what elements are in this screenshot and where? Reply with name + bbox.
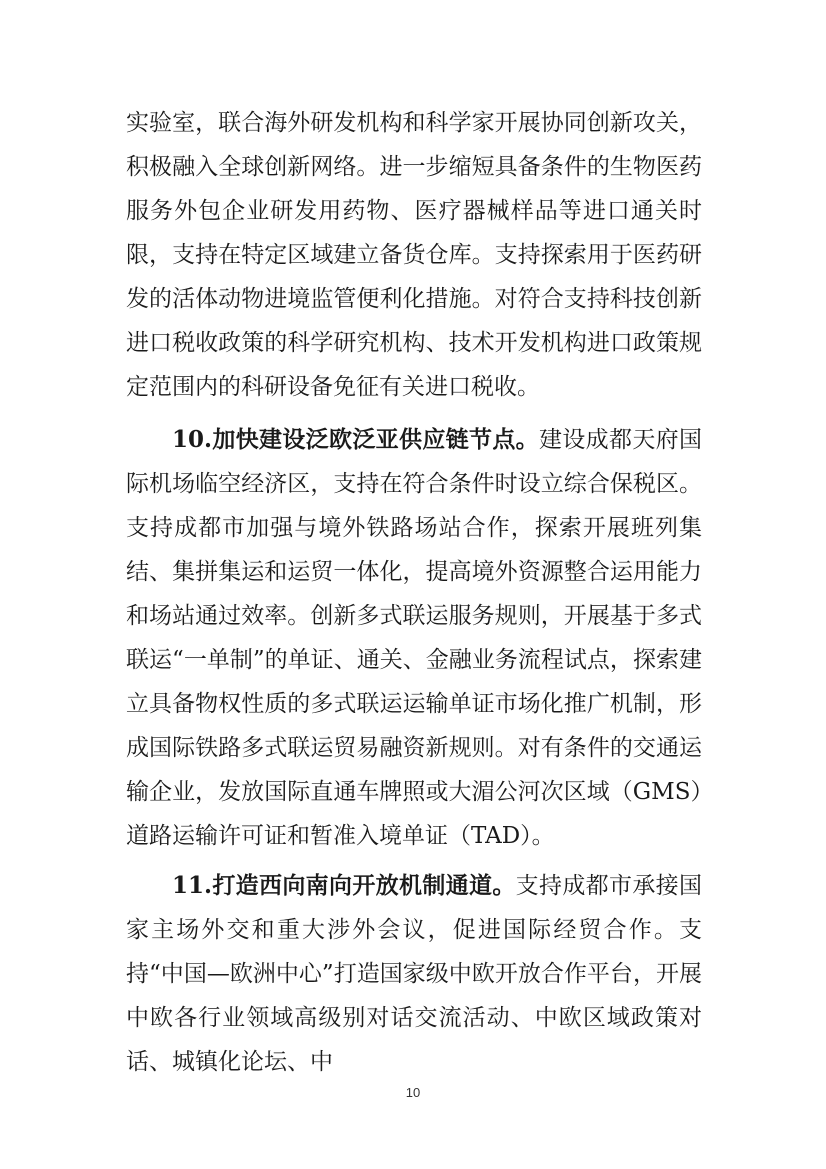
paragraph-1-body: 实验室，联合海外研发机构和科学家开展协同创新攻关，积极融入全球创新网络。进一步缩短具备条件的生物医药服务外包企业研发用药物、医疗器械样品等进口通关时限，支持在特定区域建立备货仓库。支持探索用于医药研发的活体动物进境监管便利化措施。对符合支持科技创新进口税收政策的科学研究机构、技术开发机构进口政策规定范围内的科研设备免征有关进口税收。 [126, 110, 702, 400]
paragraph-10 [126, 418, 702, 858]
paragraph-11 [126, 864, 702, 1084]
page-number: 10 [405, 1085, 421, 1100]
paragraph-10-heading: 10.加快建设泛欧泛亚供应链节点。 [172, 426, 540, 453]
paragraph-10-body: 建设成都天府国际机场临空经济区，支持在符合条件时设立综合保税区。支持成都市加强与境外铁路场站合作，探索开展班列集结、集拼集运和运贸一体化，提高境外资源整合运用能力和场站通过效率。创新多式联运服务规则，开展基于多式联运“一单制”的单证、通关、金融业务流程试点，探索建立具备物权性质的多式联运运输单证市场化推广机制，形成国际铁路多式联运贸易融资新规则。对有条件的交通运输企业，发放国际直通车牌照或大湄公河次区域（GMS）道路运输许可证和暂准入境单证（TAD）。 [126, 427, 703, 849]
paragraph-10-text [126, 418, 702, 858]
paragraph-continued [126, 101, 702, 409]
paragraph-11-body: 支持成都市承接国家主场外交和重大涉外会议，促进国际经贸合作。支持“中国—欧洲中心”打造国家级中欧开放合作平台，开展中欧各行业领域高级别对话交流活动、中欧区域政策对话、城镇化论坛、中 [126, 873, 703, 1075]
paragraph-11-text [126, 864, 702, 1084]
paragraph-11-heading: 11.打造西向南向开放机制通道。 [172, 872, 516, 899]
